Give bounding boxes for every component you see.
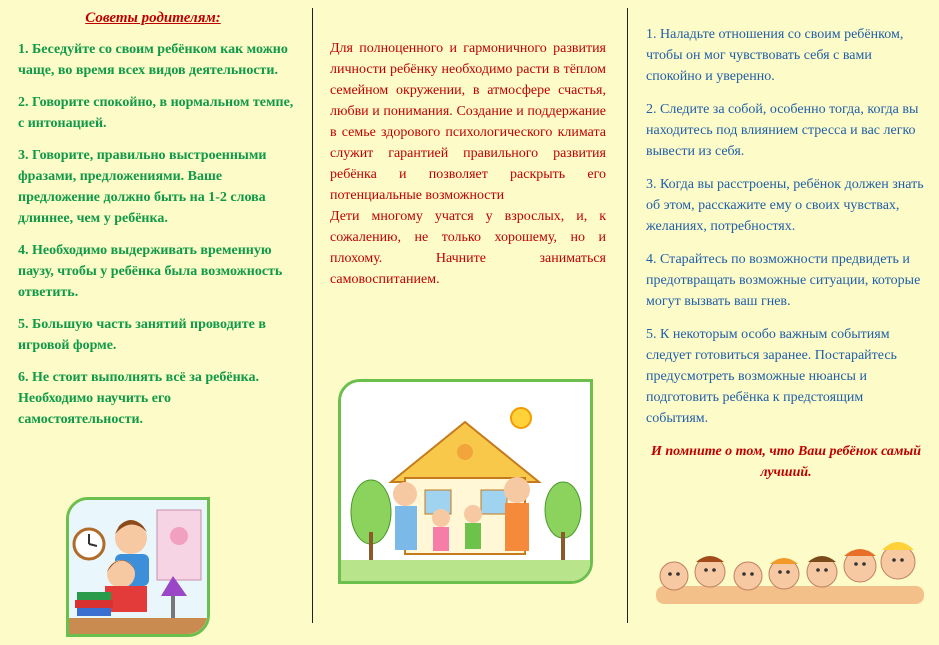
self-control-tip: 5. К некоторым особо важным событиям следует готовиться заранее. Постарайтесь предусмотреть возможные нюансы и подготовить ребёнка к предстоящим событиям. [646,327,897,426]
self-control-tip: 3. Когда вы расстроены, ребёнок должен знать об этом, расскажите ему о своих чувствах, желаниях, потребностях. [646,177,924,234]
self-control-tips-list [646,24,926,429]
parent-tip: 3. Говорите, правильно выстроенными фразами, предложениями. Ваше предложение должно быть на 1-2 слова длиннее, чем у ребёнка. [18,148,267,226]
left-column [12,0,294,441]
study-scene-image [69,500,207,634]
parent-tips-list [12,39,294,430]
self-education-paragraph: Дети многому учатся у взрослых, и, к сожалению, не только хорошему, но и плохому. Начните заниматься самовоспитанием. [330,209,606,287]
parent-tip: 1. Беседуйте со своим ребёнком как можно чаще, во время всех видов деятельности. [18,42,288,78]
left-heading: Советы родителям: [85,10,221,26]
self-control-tip: 4. Старайтесь по возможности предвидеть и предотвращать возможные ситуации, которые могут вызвать ваш гнев. [646,252,921,309]
right-column [646,0,926,483]
middle-column [330,0,606,290]
family-house-illustration [338,379,593,584]
column-divider-left [312,8,313,623]
column-divider-right [627,8,628,623]
parent-tip: 4. Необходимо выдерживать временную паузу, чтобы у ребёнка была возможность ответить. [18,243,283,300]
parent-tip: 5. Большую часть занятий проводите в игровой форме. [18,317,266,353]
children-row-image [652,536,928,608]
family-climate-paragraph: Для полноценного и гармоничного развития личности ребёнку необходимо расти в тёплом семейном окружении, в атмосфере счастья, любви и понимания. Создание и поддержание в семье здорового психологического климата служит гарантией правильного развития ребёнка и позволяет раскрыть его потенциальные возможности [330,41,606,203]
parent-child-study-illustration [66,497,210,637]
closing-message: И помните о том, что Ваш ребёнок самый лучший. [650,444,922,480]
self-control-tip: 1. Наладьте отношения со своим ребёнком, чтобы он мог чувствовать себя с вами спокойно и уверенно. [646,27,904,84]
self-control-tip: 2. Следите за собой, особенно тогда, когда вы находитесь под влиянием стресса и вас легко вывести из себя. [646,102,919,159]
smiling-children-illustration [652,536,928,608]
family-house-image [341,382,590,581]
parent-tip: 6. Не стоит выполнять всё за ребёнка. Необходимо научить его самостоятельности. [18,370,260,427]
parent-tip: 2. Говорите спокойно, в нормальном темпе, с интонацией. [18,95,294,131]
